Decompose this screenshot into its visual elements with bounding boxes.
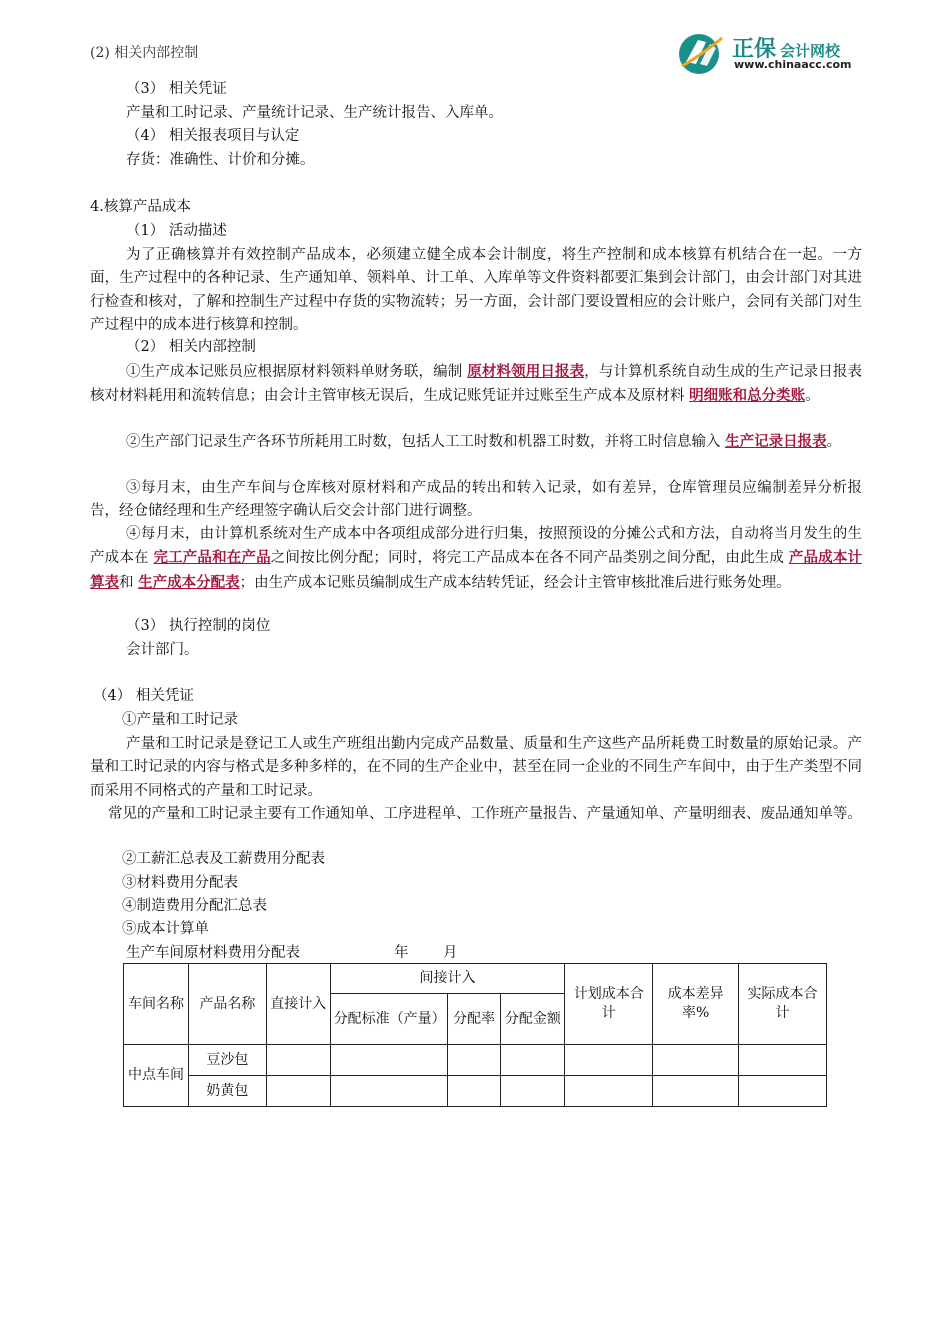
table-cell <box>266 1076 330 1107</box>
voucher-item-4: ④制造费用分配汇总表 <box>122 898 267 914</box>
voucher-item-1: ①产量和工时记录 <box>122 712 238 728</box>
header-direct: 直接计入 <box>266 964 330 1045</box>
header-indirect: 间接计入 <box>330 964 565 994</box>
link-production-daily-report[interactable]: 生产记录日报表 <box>725 433 827 450</box>
heading-internal-control: （2） 相关内部控制 <box>126 339 256 355</box>
link-cost-allocation-table[interactable]: 生产成本分配表 <box>138 573 240 591</box>
chinaacc-logo[interactable] <box>676 26 866 82</box>
report-items-text: 存货：准确性、计价和分摊。 <box>126 152 315 168</box>
cell-workshop: 中点车间 <box>124 1045 189 1107</box>
table-cell <box>739 1045 827 1076</box>
control-position-text: 会计部门。 <box>126 642 199 658</box>
logo-url: www.chinaacc.com <box>734 58 852 71</box>
output-time-record-paragraph: 产量和工时记录是登记工人或生产班组出勤内完成产品数量、质量和生产这些产品所耗费工时数量的原始记录。产量和工时记录的内容与格式是多种多样的，在不同的生产企业中，甚至在同一企业的不同生产车间中，由于生产类型不同而采用不同格式的产量和工时记录。 <box>90 736 862 799</box>
table-cell <box>739 1076 827 1107</box>
control-item-1: ①生产成本记账员应根据原材料领料单财务联，编制 原材料领用日报表，与计算机系统自动生成的生产记录日报表核对材料耗用和流转信息；由会计主管审核无误后，生成记账凭证并过账至生产成本及原材料 明细账和总分类账。 <box>90 363 863 405</box>
table-header-row-1 <box>124 964 827 994</box>
table-cell <box>330 1076 447 1107</box>
voucher-item-5: ⑤成本计算单 <box>122 921 209 937</box>
header-product: 产品名称 <box>188 964 266 1045</box>
table-cell <box>565 1076 653 1107</box>
table-row <box>124 1076 827 1107</box>
control-item-3: ③每月末，由生产车间与仓库核对原材料和产成品的转出和转入记录，如有差异，仓库管理员应编制差异分析报告，经仓储经理和生产经理签字确认后交会计部门进行调整。 <box>90 480 862 520</box>
table-cell <box>653 1076 739 1107</box>
table-cell <box>266 1045 330 1076</box>
table-cell <box>653 1045 739 1076</box>
activity-description-paragraph: 为了正确核算并有效控制产品成本，必须建立健全成本会计制度，将生产控制和成本核算有机结合在一起。一方面，生产过程中的各种记录、生产通知单、领料单、计工单、入库单等文件资料都要汇集到会计部门，由会计部门对其进行检查和核对，了解和控制生产过程中存货的实物流转；另一方面，会计部门要设置相应的会计账户，会同有关部门对生产过程中的成本进行核算和控制。 <box>90 247 862 333</box>
cropped-top-line: (2) 相关内部控制 <box>90 45 199 61</box>
heading-report-items: （4） 相关报表项目与认定 <box>126 128 300 144</box>
header-plan-cost: 计划成本合计 <box>565 964 653 1045</box>
common-records-paragraph: 常见的产量和工时记录主要有工作通知单、工序进程单、工作班产量报告、产量通知单、产量明细表、废品通知单等。 <box>108 806 862 822</box>
table-caption-month: 月 <box>443 945 458 961</box>
control-item-2: ②生产部门记录生产各环节所耗用工时数，包括人工工时数和机器工时数，并将工时信息输入 生产记录日报表。 <box>126 433 842 450</box>
logo-mark-icon <box>676 30 726 76</box>
cell-product-1: 豆沙包 <box>188 1045 266 1076</box>
table-cell <box>501 1045 565 1076</box>
logo-title: 正保 会计网校 <box>732 37 841 62</box>
control-item-4: ④每月末，由计算机系统对生产成本中各项组成部分进行归集，按照预设的分摊公式和方法，自动将当月发生的生产成本在 完工产品和在产品之间按比例分配；同时，将完工产品成本在各不同产品类别之间分配，由此生成 产品成本计算表和 生产成本分配表；由生产成本记账员编制成生产成本结转凭证，经会计主管审核批准后进行账务处理。 <box>90 526 863 591</box>
material-cost-allocation-table <box>123 963 827 1107</box>
header-allocation-rate: 分配率 <box>447 994 501 1045</box>
header-workshop: 车间名称 <box>124 964 189 1045</box>
voucher-item-3: ③材料费用分配表 <box>122 875 238 891</box>
header-cost-variance: 成本差异率% <box>653 964 739 1045</box>
heading-control-position: （3） 执行控制的岗位 <box>126 618 271 634</box>
link-cost-calculation-table[interactable]: 产品成本计算表 <box>90 549 863 591</box>
table-caption-year: 年 <box>394 945 409 961</box>
table-cell <box>501 1076 565 1107</box>
heading-related-vouchers-2: （4） 相关凭证 <box>93 688 194 704</box>
section-title-product-cost: 4.核算产品成本 <box>90 199 191 215</box>
table-row <box>124 1045 827 1076</box>
link-ledgers[interactable]: 明细账和总分类账 <box>689 387 806 405</box>
header-allocation-amount: 分配金额 <box>501 994 565 1045</box>
link-finished-wip[interactable]: 完工产品和在产品 <box>153 549 271 567</box>
vouchers-text: 产量和工时记录、产量统计记录、生产统计报告、入库单。 <box>126 105 503 121</box>
heading-activity-description: （1） 活动描述 <box>126 223 227 239</box>
cell-product-2: 奶黄包 <box>188 1076 266 1107</box>
table-cell <box>447 1076 501 1107</box>
table-cell <box>330 1045 447 1076</box>
link-material-daily-report[interactable]: 原材料领用日报表 <box>467 363 585 380</box>
voucher-item-2: ②工薪汇总表及工薪费用分配表 <box>122 851 325 867</box>
table-caption: 生产车间原材料费用分配表 <box>126 945 300 961</box>
table-cell <box>447 1045 501 1076</box>
header-allocation-standard: 分配标准（产量） <box>330 994 447 1045</box>
table-cell <box>565 1045 653 1076</box>
header-actual-cost: 实际成本合计 <box>739 964 827 1045</box>
heading-related-vouchers: （3） 相关凭证 <box>126 81 227 97</box>
